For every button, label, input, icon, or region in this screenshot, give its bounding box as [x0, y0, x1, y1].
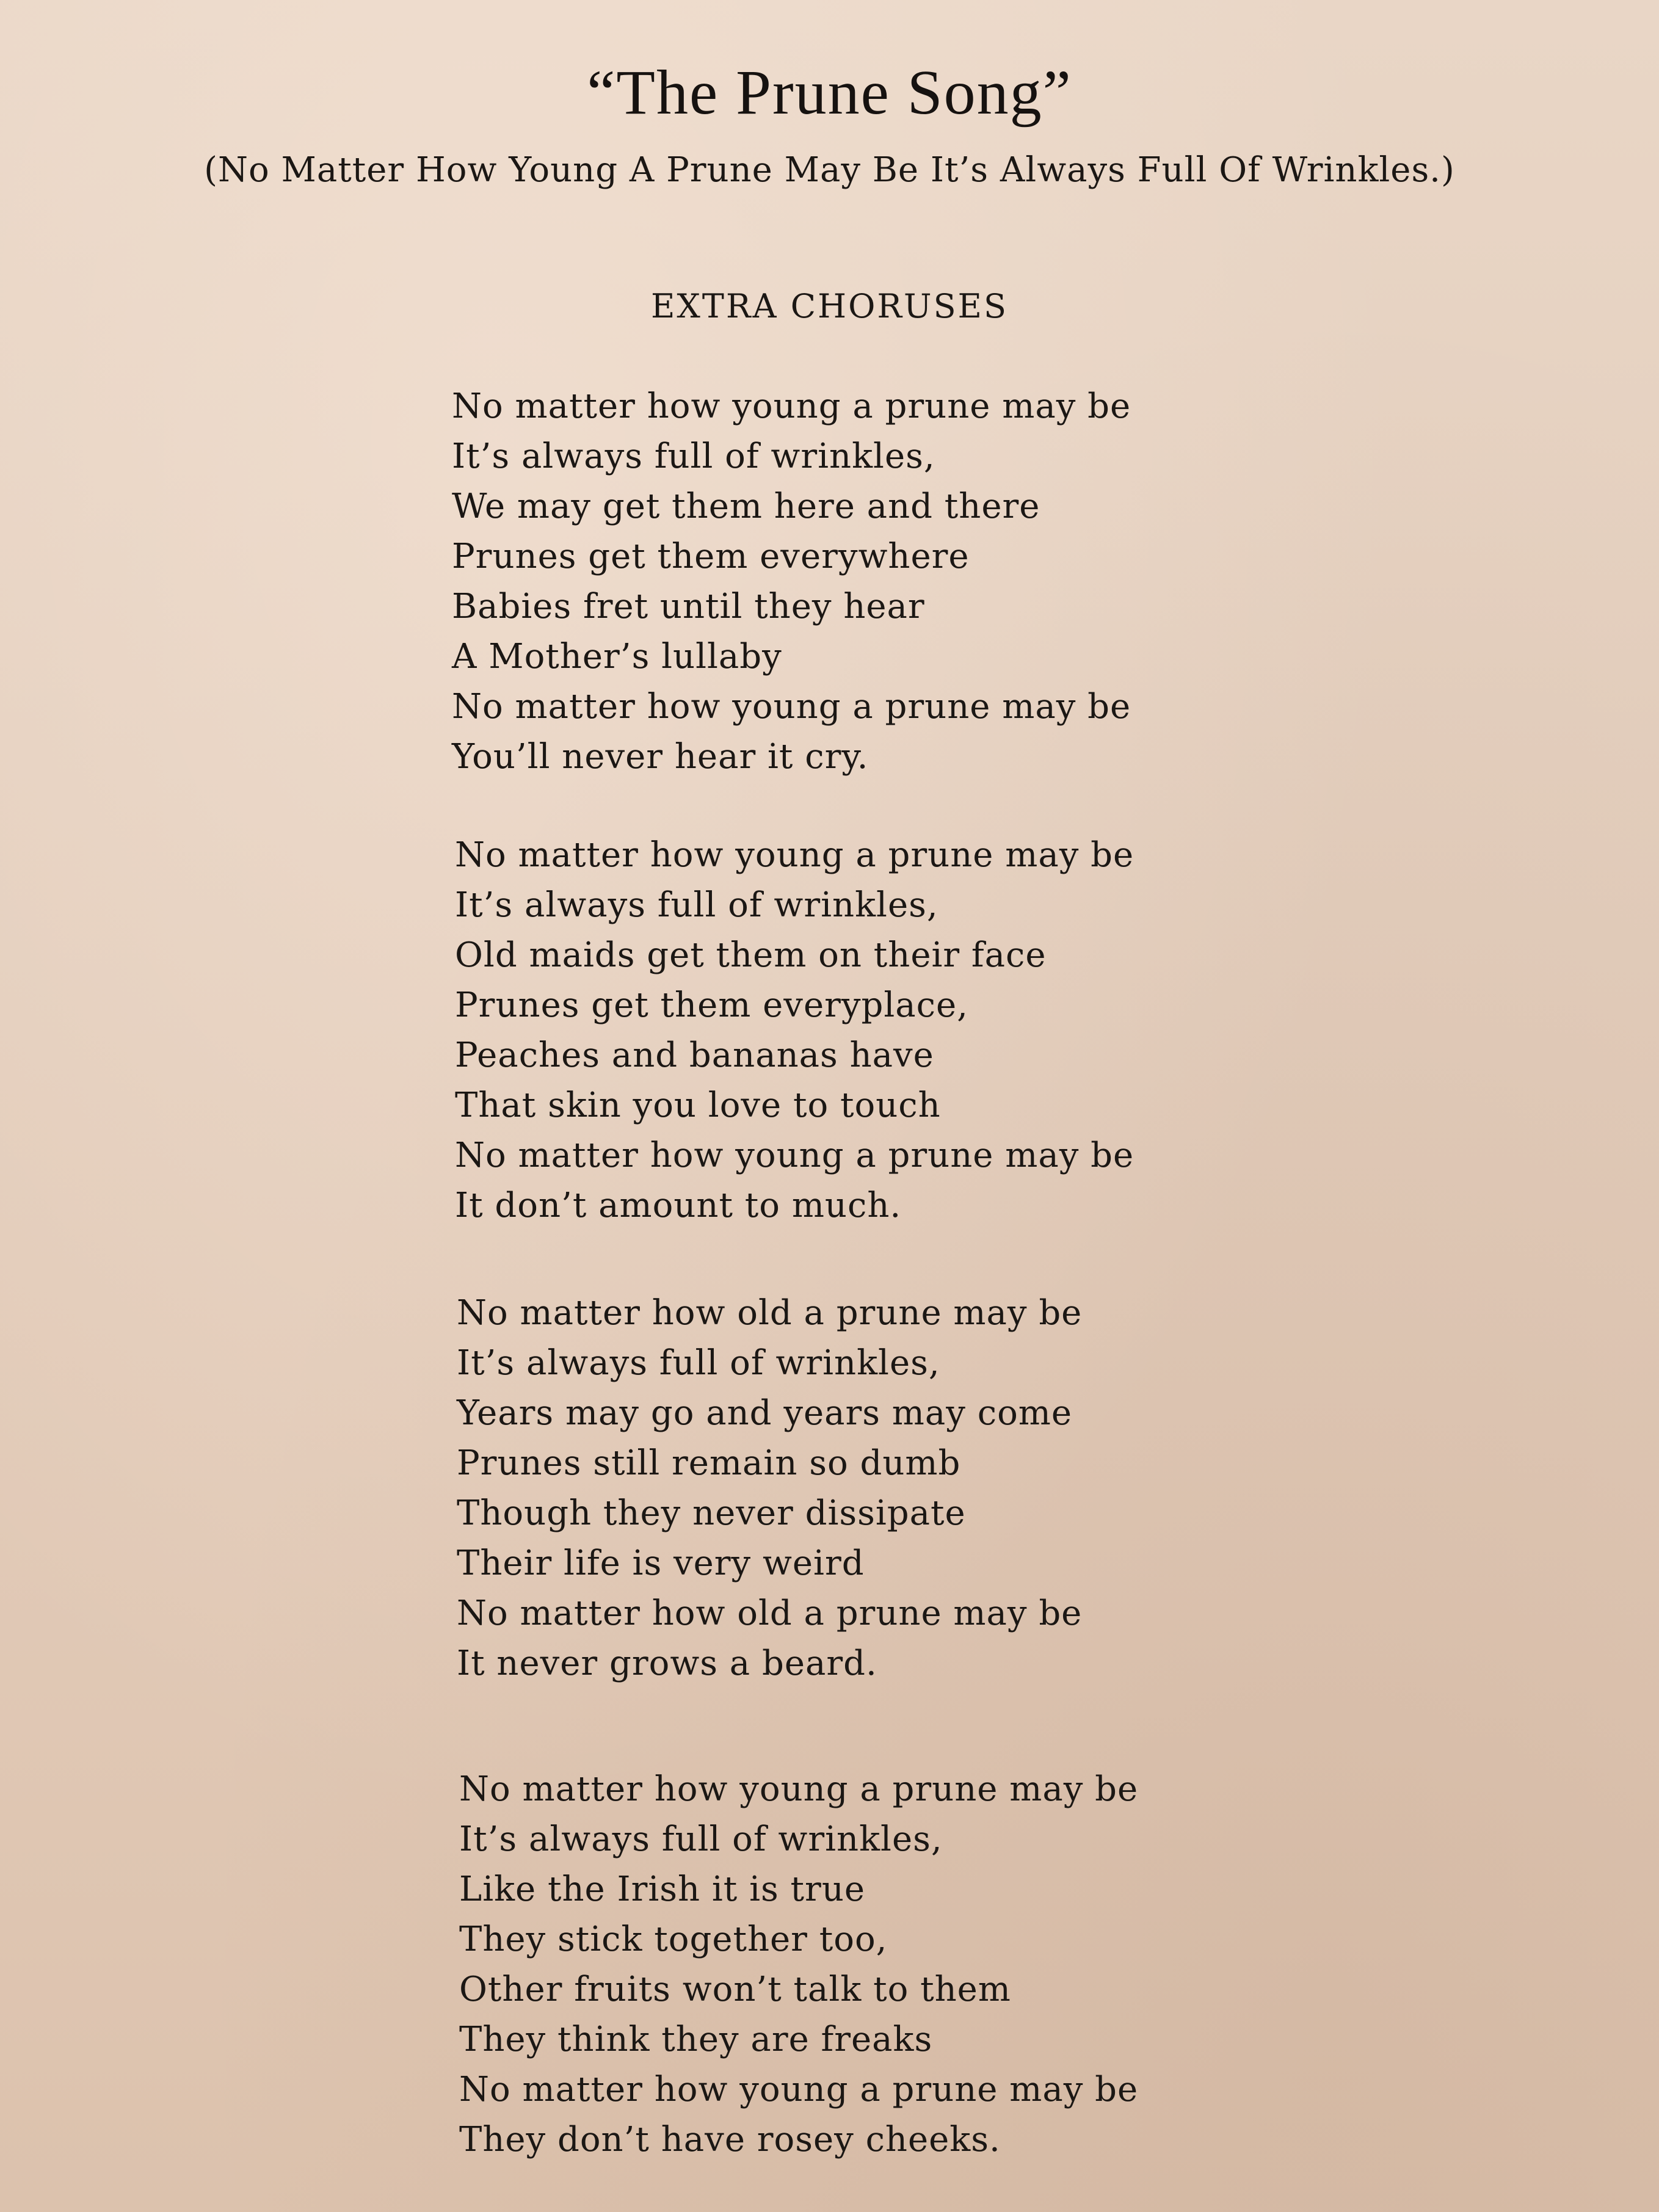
chorus-line: We may get them here and there	[452, 487, 1040, 526]
chorus-line: It never grows a beard.	[457, 1644, 877, 1683]
chorus-line: Prunes still remain so dumb	[457, 1443, 961, 1483]
chorus-4	[459, 1764, 1375, 2165]
chorus-1	[452, 382, 1368, 782]
chorus-line: It’s always full of wrinkles,	[452, 437, 935, 476]
chorus-line: It’s always full of wrinkles,	[459, 1819, 943, 1859]
chorus-line: Old maids get them on their face	[455, 935, 1047, 975]
chorus-line: They don’t have rosey cheeks.	[459, 2120, 1001, 2159]
song-title: “The Prune Song”	[587, 57, 1072, 128]
chorus-line: Their life is very weird	[457, 1543, 865, 1583]
chorus-line: Though they never dissipate	[457, 1493, 966, 1533]
chorus-line: Other fruits won’t talk to them	[459, 1970, 1011, 2009]
chorus-line: No matter how old a prune may be	[457, 1594, 1083, 1633]
chorus-line: No matter how old a prune may be	[457, 1293, 1083, 1333]
chorus-line: Prunes get them everywhere	[452, 537, 970, 576]
chorus-line: Years may go and years may come	[457, 1393, 1073, 1433]
chorus-line: They stick together too,	[459, 1920, 888, 1959]
chorus-line: It’s always full of wrinkles,	[455, 885, 938, 925]
chorus-line: Like the Irish it is true	[459, 1869, 866, 1909]
chorus-line: No matter how young a prune may be	[459, 1769, 1139, 1809]
chorus-line: A Mother’s lullaby	[452, 637, 782, 676]
chorus-line: That skin you love to touch	[455, 1086, 941, 1125]
chorus-line: Peaches and bananas have	[455, 1035, 934, 1075]
chorus-line: No matter how young a prune may be	[455, 1136, 1134, 1175]
chorus-line: No matter how young a prune may be	[455, 835, 1134, 875]
chorus-line: Prunes get them everyplace,	[455, 985, 968, 1025]
song-subtitle: (No Matter How Young A Prune May Be It’s Always Full Of Wrinkles.)	[204, 150, 1455, 190]
chorus-line: Babies fret until they hear	[452, 587, 925, 626]
section-heading: EXTRA CHORUSES	[651, 287, 1008, 325]
chorus-3	[457, 1288, 1373, 1689]
chorus-line: It’s always full of wrinkles,	[457, 1343, 940, 1383]
chorus-2	[455, 830, 1371, 1231]
chorus-line: No matter how young a prune may be	[452, 687, 1131, 727]
chorus-line: No matter how young a prune may be	[459, 2070, 1139, 2109]
chorus-line: They think they are freaks	[459, 2020, 933, 2059]
chorus-line: No matter how young a prune may be	[452, 386, 1131, 426]
chorus-line: You’ll never hear it cry.	[452, 737, 869, 777]
chorus-line: It don’t amount to much.	[455, 1186, 902, 1225]
